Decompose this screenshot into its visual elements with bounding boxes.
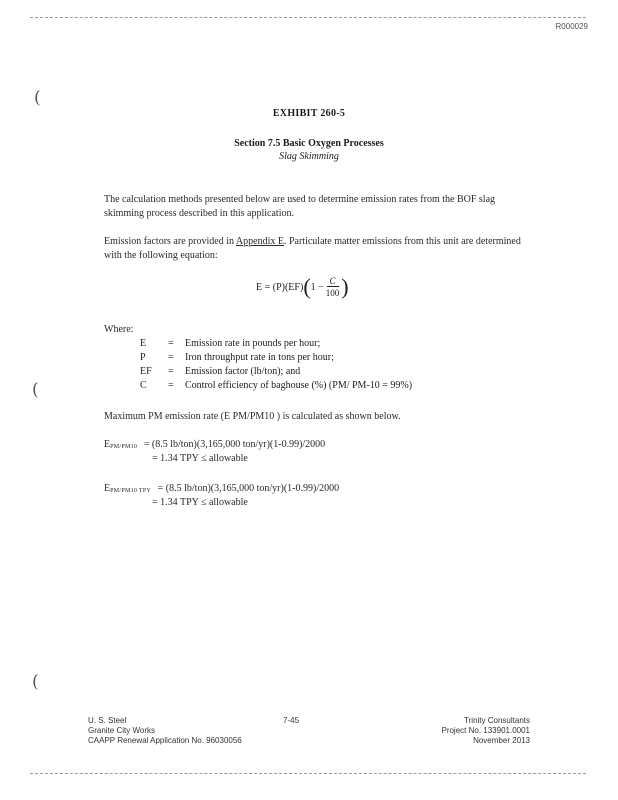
emission-equation: [256, 276, 349, 298]
bottom-edge-rule: [30, 773, 586, 774]
top-edge-rule: [30, 17, 586, 18]
equation-lhs: E = (P)(EF): [256, 281, 304, 293]
definition-symbol: C: [140, 380, 147, 391]
definition-symbol: EF: [140, 366, 152, 377]
definition-equals: =: [168, 352, 174, 363]
calc-1-symbol: E: [104, 439, 111, 450]
calc-2-symbol: E: [104, 483, 111, 494]
appendix-link[interactable]: Appendix E: [235, 236, 284, 247]
intro-paragraph: The calculation methods presented below are used to determine emission rates from the BOF slag skimming process described in this application.: [104, 194, 496, 219]
equation-close-paren: ): [341, 274, 349, 299]
fraction-numerator: C: [327, 276, 339, 287]
footer-date: November 2013: [473, 736, 530, 745]
footer-page-number: 7-45: [283, 716, 300, 725]
footer-left: [88, 716, 242, 746]
emission-prefix: Emission factors are provided in: [104, 236, 234, 247]
calc-2-expression: = (8.5 lb/ton)(3,165,000 ton/yr)(1-0.99)/2000: [157, 483, 340, 494]
exhibit-title: EXHIBIT 260-5: [272, 108, 346, 119]
footer-application-number: CAAPP Renewal Application No. 96030056: [88, 736, 242, 745]
equation-one-minus: 1 −: [310, 281, 324, 293]
binding-hole-mark-top: (: [34, 88, 41, 108]
section-subtitle: Slag Skimming: [279, 151, 339, 162]
definition-equals: =: [168, 380, 174, 391]
calc-1-expression: = (8.5 lb/ton)(3,165,000 ton/yr)(1-0.99)/2000: [143, 439, 326, 450]
footer-consultant: Trinity Consultants: [464, 716, 530, 725]
equation-open-paren: (: [303, 274, 311, 299]
definition-equals: =: [168, 366, 174, 377]
footer-right: [441, 716, 530, 746]
calc-1-subscript: PM/PM10: [110, 444, 138, 450]
section-title: Section 7.5 Basic Oxygen Processes: [234, 138, 384, 149]
footer-facility: Granite City Works: [88, 726, 155, 735]
definition-symbol: E: [140, 338, 147, 349]
max-pm-paragraph: Maximum PM emission rate (E PM/PM10 ) is calculated as shown below.: [104, 411, 401, 422]
equation-fraction: [326, 276, 340, 298]
footer-company: U. S. Steel: [88, 716, 127, 725]
footer-project-number: Project No. 133901.0001: [441, 726, 530, 735]
where-label: Where:: [104, 324, 134, 335]
definition-equals: =: [168, 338, 174, 349]
calculation-2-result: = 1.34 TPY ≤ allowable: [152, 497, 248, 508]
definition-description: Emission factor (lb/ton); and: [185, 366, 301, 377]
emission-suffix: . Particulate matter emissions from this unit are determined with the following equation:: [104, 236, 521, 261]
fraction-denominator: 100: [325, 288, 340, 298]
calculation-1-result: = 1.34 TPY ≤ allowable: [152, 453, 248, 464]
binding-hole-mark-bottom: (: [32, 672, 39, 692]
definition-description: Control efficiency of baghouse (%) (PM/ PM-10 = 99%): [185, 380, 413, 391]
bates-number: R000029: [555, 22, 588, 31]
definition-description: Emission rate in pounds per hour;: [185, 338, 321, 349]
definition-description: Iron throughput rate in tons per hour;: [185, 352, 334, 363]
calc-2-subscript: PM/PM10 TPY: [110, 488, 152, 494]
emission-factors-paragraph: [104, 235, 524, 263]
definition-symbol: P: [140, 352, 146, 363]
binding-hole-mark-middle: (: [32, 380, 39, 400]
